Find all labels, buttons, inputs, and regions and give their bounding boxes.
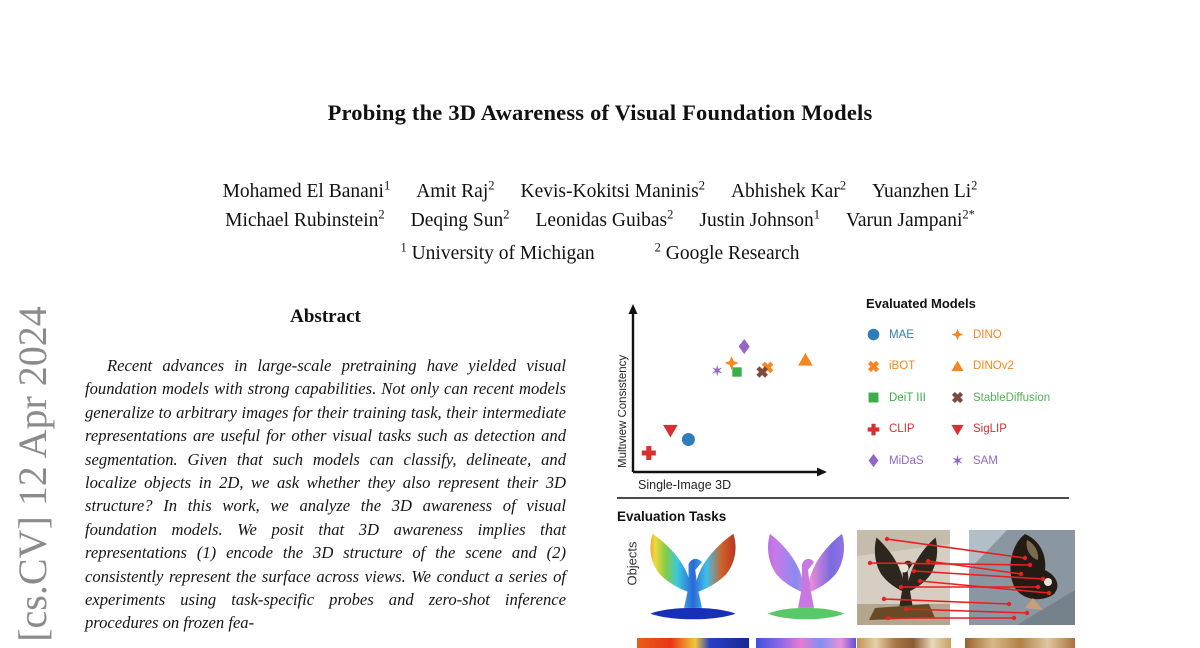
data-point-sam xyxy=(712,365,722,377)
author-name: Amit Raj$^2$ xyxy=(416,178,495,202)
data-point-deit-iii xyxy=(732,367,741,376)
circle-marker-icon xyxy=(866,327,881,342)
abstract-text: Recent advances in large-scale pretraining have yielded visual foundation models with strong capabilities. Not only can recent models generalize to arbitrary images for their training task, their intermediate representations are useful for other visual tasks such as detection and segmentation. Given that such models can classify, delineate, and localize objects in 2D, we ask whether they also represent their 3D structure? In this work, we analyze the 3D awareness of visual foundation models. We posit that 3D awareness implies that representations (1) encode the 3D structure of the scene and (2) consistently represent the surface across views. We conduct a series of experiments using task-specific probes and zero-shot inference procedures on frozen fea- xyxy=(85,356,566,633)
author-line xyxy=(0,207,1200,236)
scene-photo-right xyxy=(965,638,1075,648)
arxiv-stamp: [cs.CV] 12 Apr 2024 xyxy=(10,306,55,642)
legend-item-dinov2 xyxy=(950,357,1078,376)
legend-label: iBOT xyxy=(889,360,916,372)
evaluated-models-legend xyxy=(866,296,1078,470)
depth-map-image-scene xyxy=(637,638,749,648)
author-affiliation-sup: 2 xyxy=(971,178,978,193)
legend-item-ibot xyxy=(866,357,950,376)
triangle-up-marker-icon xyxy=(950,359,965,374)
author-affiliation-sup: 2 xyxy=(378,207,385,221)
plus-marker-icon xyxy=(866,422,881,437)
author-name: Deqing Sun$^2$ xyxy=(410,207,510,231)
x-marker-icon xyxy=(950,390,965,405)
legend-item-deit-iii xyxy=(866,388,950,407)
affiliation: $^1$ University of Michigan xyxy=(400,240,595,264)
author-name: Michael Rubinstein$^2$ xyxy=(225,207,385,231)
author-name: Kevis-Kokitsi Maninis$^2$ xyxy=(520,178,705,202)
author-affiliation-sup: 2* xyxy=(962,207,975,221)
author-affiliation-sup: 1 xyxy=(813,207,820,221)
legend-label: SAM xyxy=(973,454,998,467)
scatter-plot-canvas xyxy=(618,300,853,505)
legend-label: StableDiffusion xyxy=(973,391,1051,404)
scatter-points xyxy=(642,339,813,460)
legend-item-siglip xyxy=(950,420,1078,439)
legend-title: Evaluated Models xyxy=(866,296,976,311)
legend-grid xyxy=(866,325,1078,470)
abstract-column xyxy=(85,306,566,635)
depth-map-image xyxy=(637,530,749,625)
author-block xyxy=(0,178,1200,235)
author-name: Varun Jampani$^{2*}$ xyxy=(845,207,975,231)
x-marker-icon xyxy=(866,359,881,374)
legend-label: CLIP xyxy=(889,423,915,435)
scatter-plot xyxy=(618,300,853,505)
author-name: Mohamed El Banani$^1$ xyxy=(222,178,391,202)
legend-item-stablediffusion xyxy=(950,388,1078,407)
legend-item-midas xyxy=(866,451,950,470)
author-name: Justin Johnson$^1$ xyxy=(699,207,820,231)
data-point-siglip xyxy=(663,425,678,438)
square-marker-icon xyxy=(866,390,881,405)
surface-normals-image xyxy=(756,530,856,625)
legend-label: DINOv2 xyxy=(973,360,1014,372)
author-affiliation-sup: 2 xyxy=(503,207,510,221)
figure-separator xyxy=(617,497,1069,499)
affiliations xyxy=(0,240,1200,265)
affiliation-sup: 1 xyxy=(400,240,407,255)
x-axis-label: Single-Image 3D xyxy=(638,478,732,492)
correspondence-image-pair xyxy=(857,530,1075,625)
evaluation-tasks-title: Evaluation Tasks xyxy=(617,509,727,524)
y-axis-arrow-icon xyxy=(629,304,638,314)
legend-item-mae xyxy=(866,325,950,344)
objects-row-label: Objects xyxy=(624,541,640,586)
author-name: Yuanzhen Li$^2$ xyxy=(872,178,978,202)
author-name: Abhishek Kar$^2$ xyxy=(730,178,847,202)
data-point-clip xyxy=(642,446,656,460)
legend-label: MiDaS xyxy=(889,454,924,467)
data-point-midas xyxy=(739,339,750,354)
affiliation: $^2$ Google Research xyxy=(654,240,800,264)
triangle-down-marker-icon xyxy=(950,422,965,437)
legend-label: DeiT III xyxy=(889,391,926,404)
data-point-mae xyxy=(682,433,695,446)
author-affiliation-sup: 1 xyxy=(383,178,391,193)
author-name: Leonidas Guibas$^2$ xyxy=(535,207,674,231)
legend-label: SigLIP xyxy=(973,423,1007,435)
author-affiliation-sup: 2 xyxy=(698,178,705,193)
abstract-heading: Abstract xyxy=(290,306,361,327)
surface-normals-image-scene xyxy=(756,638,856,648)
legend-item-clip xyxy=(866,420,950,439)
author-affiliation-sup: 2 xyxy=(488,178,495,193)
star4-marker-icon xyxy=(950,327,965,342)
affiliation-sup: 2 xyxy=(654,240,661,255)
y-axis-label: Multiview Consistency xyxy=(618,354,629,468)
author-affiliation-sup: 2 xyxy=(839,178,847,193)
legend-label: DINO xyxy=(973,328,1002,341)
legend-label: MAE xyxy=(889,328,914,341)
x-axis-arrow-icon xyxy=(817,468,827,477)
author-affiliation-sup: 2 xyxy=(667,207,674,221)
scene-photo-left xyxy=(857,638,951,648)
legend-item-dino xyxy=(950,325,1078,344)
asterisk-marker-icon xyxy=(950,453,965,468)
legend-item-sam xyxy=(950,451,1078,470)
paper-title: Probing the 3D Awareness of Visual Foundation Models xyxy=(327,100,873,125)
data-point-dinov2 xyxy=(798,353,813,366)
author-line xyxy=(0,178,1200,207)
diamond-marker-icon xyxy=(866,453,881,468)
